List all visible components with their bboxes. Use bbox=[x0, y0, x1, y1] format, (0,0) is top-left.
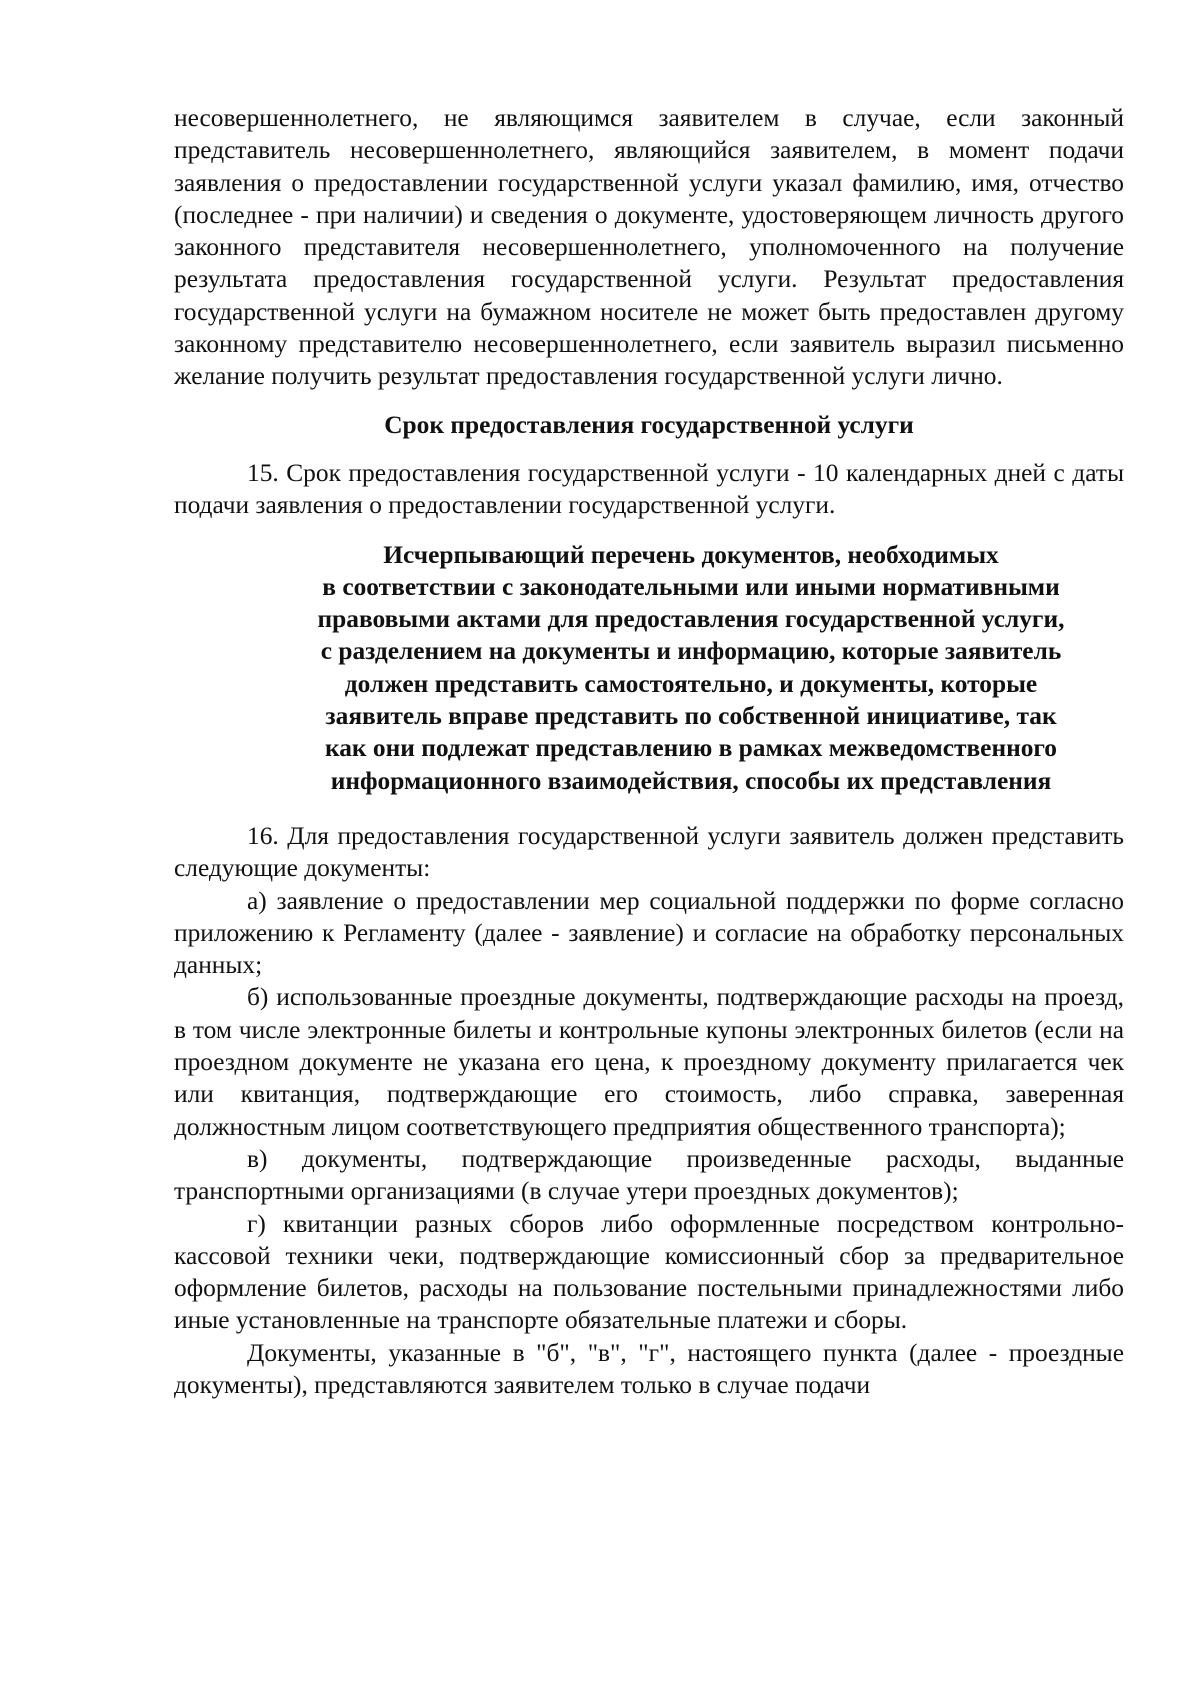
paragraph-16-item-g: г) квитанции разных сборов либо оформленные посредством контрольно-кассовой техники чеки, подтверждающие комиссионный сбор за предварительное оформление билетов, расходы на пользование постельными принадлежностями либо иные установленные на транспорте обязательные платежи и сборы. bbox=[174, 1209, 1124, 1335]
section-heading-perechen bbox=[174, 539, 1124, 797]
heading-line: в соответствии с законодательными или иными нормативными bbox=[322, 572, 1060, 601]
document-page bbox=[174, 102, 1124, 1401]
heading-line: с разделением на документы и информацию, которые заявитель bbox=[320, 637, 1062, 666]
paragraph-15: 15. Срок предоставления государственной услуги - 10 календарных дней с даты подачи заявления о предоставлении государственной услуги. bbox=[174, 458, 1124, 520]
heading-line: заявитель вправе представить по собственной инициативе, так bbox=[325, 702, 1057, 731]
paragraph-16-item-v: в) документы, подтверждающие произведенные расходы, выданные транспортными организациями (в случае утери проездных документов); bbox=[174, 1144, 1124, 1206]
paragraph-intro: несовершеннолетнего, не являющимся заявителем в случае, если законный представитель несовершеннолетнего, являющийся заявителем, в момент подачи заявления о предоставлении государственной услуги указал фамилию, имя, отчество (последнее - при наличии) и сведения о документе, удостоверяющем личность другого законного представителя несовершеннолетнего, уполномоченного на получение результата предоставления государственной услуги. Результат предоставления государственной услуги на бумажном носителе не может быть предоставлен другому законному представителю несовершеннолетнего, если заявитель выразил письменно желание получить результат предоставления государственной услуги лично. bbox=[174, 104, 1124, 391]
section-heading-srok: Срок предоставления государственной услуги bbox=[384, 410, 914, 439]
paragraph-travel-documents: Документы, указанные в "б", "в", "г", настоящего пункта (далее - проездные документы), представляются заявителем только в случае подачи bbox=[174, 1338, 1124, 1399]
heading-line: Исчерпывающий перечень документов, необходимых bbox=[383, 540, 999, 569]
heading-line: как они подлежат представлению в рамках межведомственного bbox=[324, 734, 1057, 763]
heading-line: должен представить самостоятельно, и документы, которые bbox=[344, 669, 1038, 698]
paragraph-16: 16. Для предоставления государственной услуги заявитель должен представить следующие документы: bbox=[174, 821, 1124, 883]
paragraph-16-item-b: б) использованные проездные документы, подтверждающие расходы на проезд, в том числе электронные билеты и контрольные купоны электронных билетов (если на проездном документе не указана его цена, к проездному документу прилагается чек или квитанция, подтверждающие его стоимость, либо справка, заверенная должностным лицом соответствующего предприятия общественного транспорта); bbox=[174, 983, 1124, 1141]
heading-line: правовыми актами для предоставления государственной услуги, bbox=[317, 605, 1065, 634]
paragraph-16-item-a: а) заявление о предоставлении мер социальной поддержки по форме согласно приложению к Регламенту (далее - заявление) и согласие на обработку персональных данных; bbox=[174, 886, 1124, 980]
heading-line: информационного взаимодействия, способы их представления bbox=[330, 766, 1052, 795]
